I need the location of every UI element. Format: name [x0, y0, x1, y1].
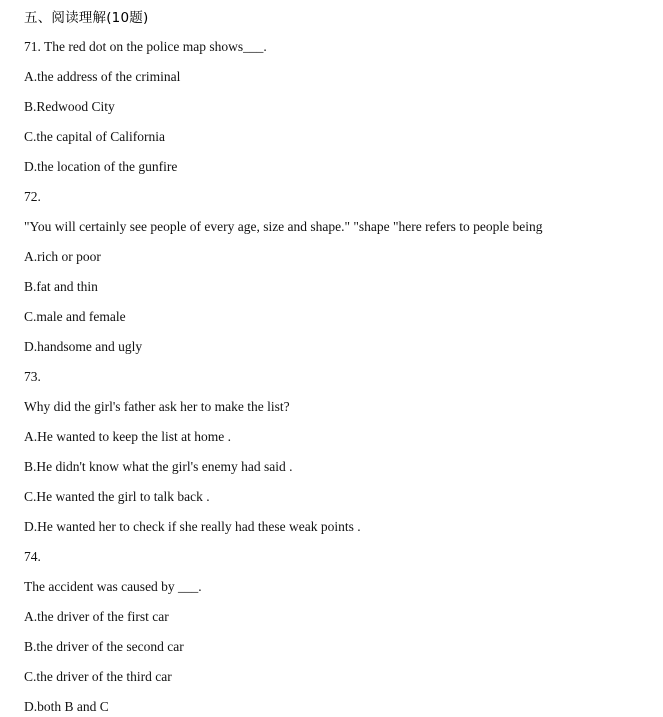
question-74-choice-c: C.the driver of the third car [24, 669, 172, 684]
question-74-choice-a: A.the driver of the first car [24, 609, 169, 624]
question-73-choice-c: C.He wanted the girl to talk back . [24, 489, 210, 504]
question-73-choice-b: B.He didn't know what the girl's enemy had said . [24, 459, 293, 474]
question-74-choice-d: D.both B and C [24, 699, 109, 714]
question-list [24, 38, 643, 715]
question-72-choice-b: B.fat and thin [24, 279, 98, 294]
question-73-number: 73. [24, 369, 41, 384]
question-72-stem: "You will certainly see people of every age, size and shape." "shape "here refers to people being [24, 219, 543, 234]
question-71-choice-b: B.Redwood City [24, 99, 115, 114]
question-74-stem: The accident was caused by ___. [24, 579, 202, 594]
question-71-choice-a: A.the address of the criminal [24, 69, 181, 84]
question-71-choice-c: C.the capital of California [24, 129, 165, 144]
question-74-number: 74. [24, 549, 41, 564]
question-73-choice-d: D.He wanted her to check if she really had these weak points . [24, 519, 361, 534]
question-73-stem: Why did the girl's father ask her to make the list? [24, 399, 290, 414]
question-72-choice-a: A.rich or poor [24, 249, 101, 264]
question-71-stem: 71. The red dot on the police map shows___. [24, 39, 267, 54]
section-heading: 五、阅读理解(10题) [24, 10, 149, 26]
question-73-choice-a: A.He wanted to keep the list at home . [24, 429, 231, 444]
question-71-choice-d: D.the location of the gunfire [24, 159, 178, 174]
question-74-choice-b: B.the driver of the second car [24, 639, 184, 654]
question-72-choice-d: D.handsome and ugly [24, 339, 143, 354]
question-72-number: 72. [24, 189, 41, 204]
question-72-choice-c: C.male and female [24, 309, 126, 324]
